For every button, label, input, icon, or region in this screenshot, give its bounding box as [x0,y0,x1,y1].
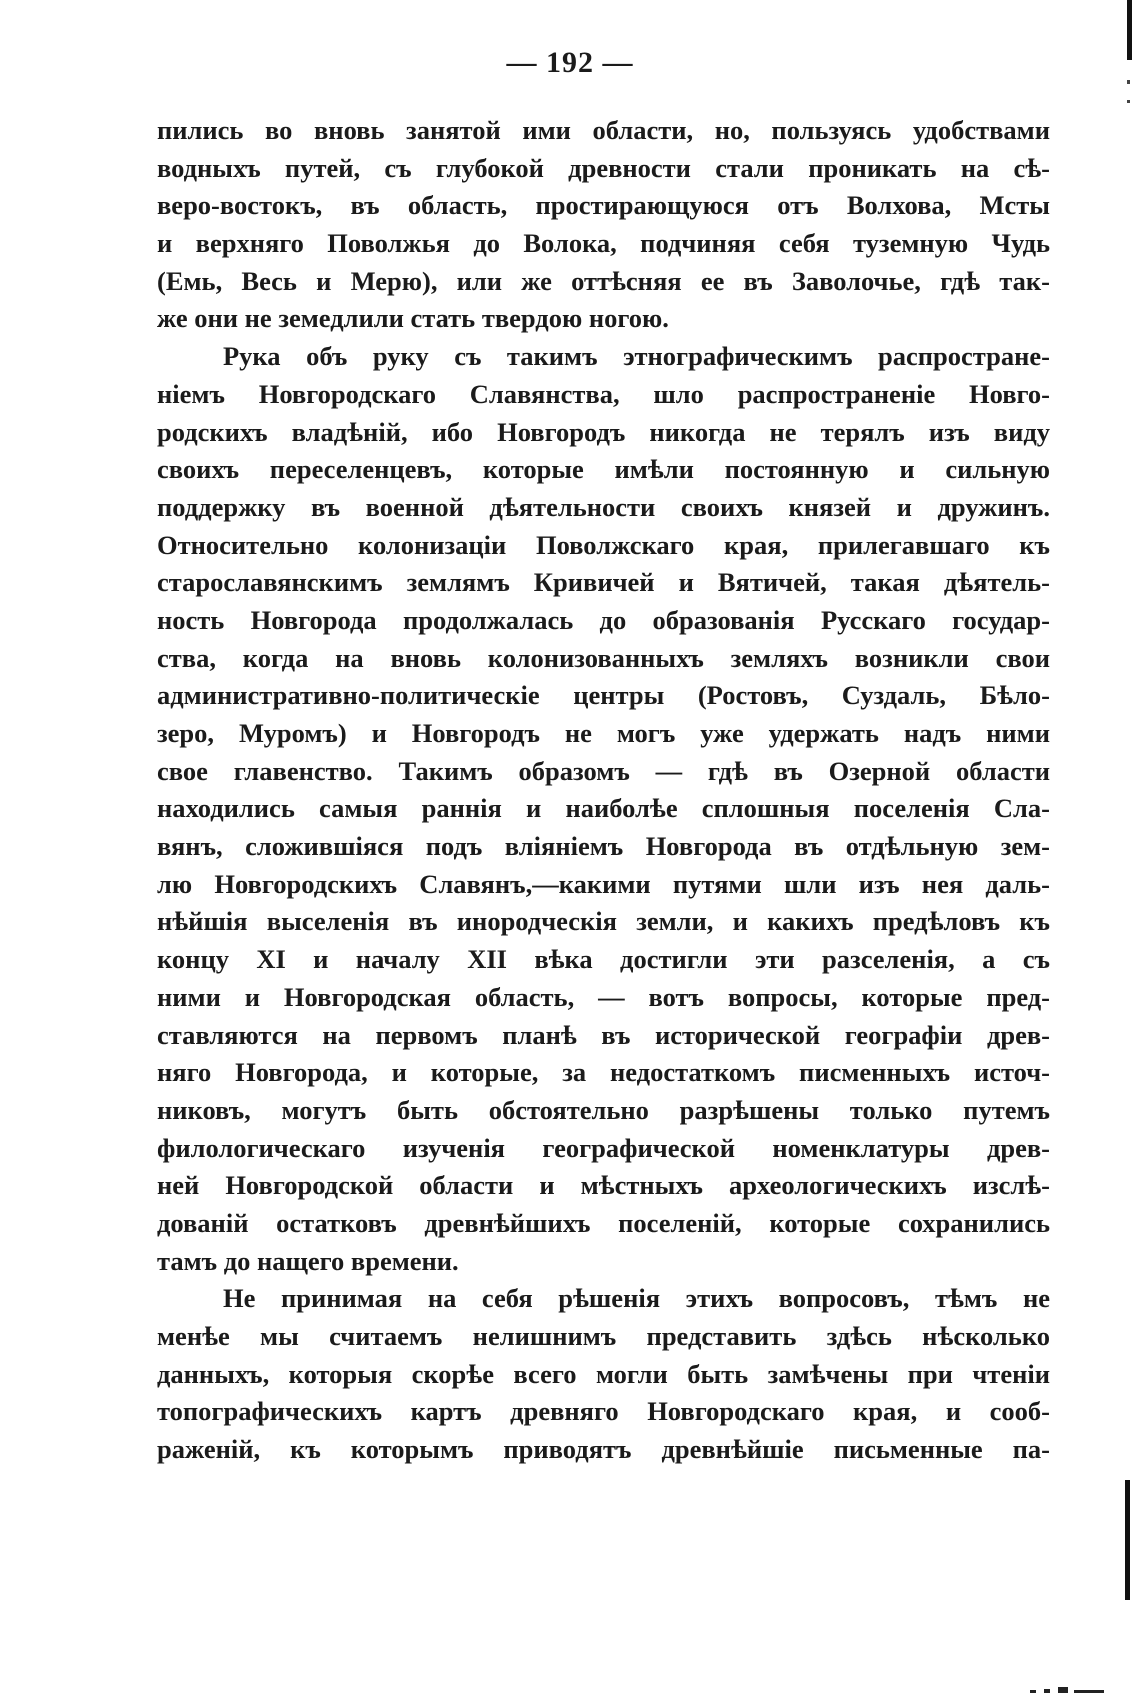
text-line: свое главенство. Такимъ образомъ — гдѣ въ Озерной области [157,755,1050,786]
text-line: поддержку въ военной дѣятельности своихъ князей и дружинъ. [157,491,1050,522]
text-line: пились во вновь занятой ими области, но, пользуясь удобствами [157,115,1050,145]
text-line: менѣе мы считаемъ нелишнимъ представить здѣсь нѣсколько [157,1321,1050,1351]
text-line: тамъ до нащего времени. [157,1245,459,1276]
text-line: водныхъ путей, съ глубокой древности стали проникать на сѣ- [157,152,1050,183]
text-line: Не принимая на себя рѣшенія этихъ вопросовъ, тѣмъ не [223,1283,1050,1314]
text-line: лю Новгородскихъ Славянъ,—какими путями шли изъ нея даль- [157,868,1050,899]
text-line: раженій, къ которымъ приводятъ древнѣйшіе письменные па- [157,1434,1050,1465]
body-text [157,112,1050,1469]
text-line: старославянскимъ землямъ Кривичей и Вятичей, такая дѣятель- [157,567,1050,598]
text-line: никовъ, могутъ быть обстоятельно разрѣшены только путемъ [157,1094,1050,1125]
text-line: вянъ, сложившіяся подъ вліяніемъ Новгорода въ отдѣльную зем- [157,831,1050,862]
text-line: административно-политическіе центры (Ростовъ, Суздаль, Бѣло- [157,680,1050,711]
text-line: родскихъ владѣній, ибо Новгородъ никогда не терялъ изъ виду [157,416,1050,447]
text-line: Рука объ руку съ такимъ этнографическимъ распростране- [223,341,1050,372]
text-line: няго Новгорода, и которые, за недостаткомъ писменныхъ источ- [157,1057,1050,1088]
scan-edge-dot [1127,80,1130,84]
text-line: (Емь, Весь и Мерю), или же оттѣсняя ее въ Заволочье, гдѣ так- [157,265,1050,296]
text-line: дованій остатковъ древнѣйшихъ поселеній, которые сохранились [157,1207,1050,1238]
text-line: ними и Новгородская область, — вотъ вопросы, которые пред- [157,981,1050,1012]
scan-edge-mark-bottom [1125,1480,1130,1600]
text-line: ность Новгорода продолжалась до образованія Русскаго государ- [157,604,1050,635]
text-line: зеро, Муромъ) и Новгородъ не могъ уже удержать надъ ними [157,718,1050,748]
text-line: ней Новгородской области и мѣстныхъ археологическихъ изслѣ- [157,1170,1050,1201]
scan-edge-dot [1127,100,1130,103]
text-line: нѣйшія выселенія въ инородческія земли, и какихъ предѣловъ къ [157,906,1050,937]
text-line: и верхняго Поволжья до Волока, подчиняя себя туземную Чудь [157,228,1050,259]
text-line: ставляются на первомъ планѣ въ исторической географіи древ- [157,1019,1050,1050]
text-line: топографическихъ картъ древняго Новгородскаго края, и сооб- [157,1396,1050,1427]
text-line: концу XI и началу XII вѣка достигли эти разселенія, а съ [157,944,1050,975]
page-number: — 192 — [506,46,634,79]
text-line: своихъ переселенцевъ, которые имѣли постоянную и сильную [157,454,1050,485]
text-line: ства, когда на вновь колонизованныхъ земляхъ возникли свои [157,642,1050,673]
text-line: же они не земедлили стать твердою ногою. [157,303,669,334]
scan-edge-mark-top [1127,0,1132,60]
text-line: веро-востокъ, въ область, простирающуюся отъ Волхова, Мсты [157,190,1050,221]
text-line: филологическаго изученія географической номенклатуры древ- [157,1132,1050,1163]
text-line: Относительно колонизаціи Поволжскаго края, прилегавшаго къ [157,529,1050,560]
text-line: ніемъ Новгородскаго Славянства, шло распространеніе Новго- [157,378,1050,409]
scan-corner-mark [1030,1685,1110,1695]
text-line: данныхъ, которыя скорѣе всего могли быть замѣчены при чтеніи [157,1358,1050,1389]
text-line: находились самыя раннія и наиболѣе сплошныя поселенія Сла- [157,793,1050,824]
